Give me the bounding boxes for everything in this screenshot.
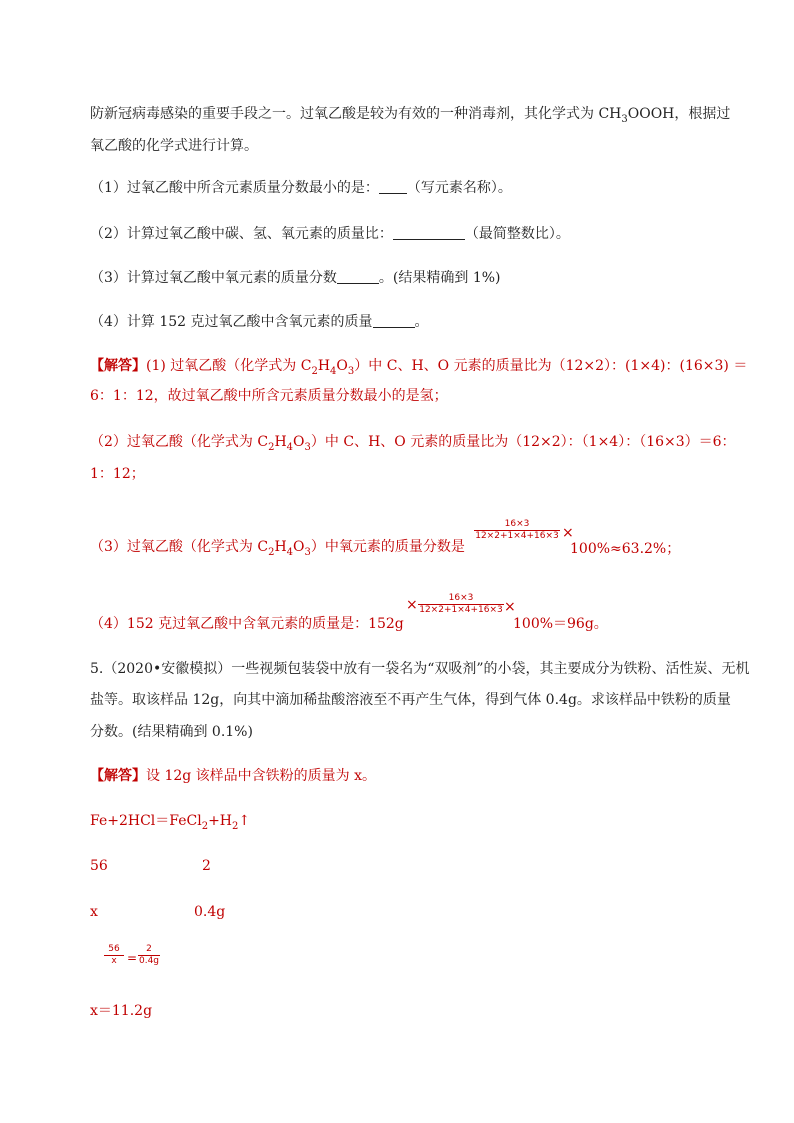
subscript: 4 [286, 441, 294, 453]
equation-text: ↑ [238, 813, 251, 829]
subscript: 2 [311, 365, 318, 377]
answer-text: 设 12g 该样品中含铁粉的质量为 x。 [146, 768, 377, 784]
multiply-sign: × [504, 599, 516, 615]
answer-text: H [317, 358, 331, 374]
question-2 [90, 224, 570, 244]
question-text: （3）计算过氧乙酸中氧元素的质量分数 [90, 270, 337, 286]
fraction-oxygen-share [474, 519, 560, 542]
equation-text: Fe+2HCl＝FeCl [90, 813, 202, 829]
answer-text: (1) 过氧乙酸（化学式为 C [146, 358, 312, 374]
fraction-numerator: 16×3 [504, 519, 530, 529]
question-text: （写元素名称）。 [406, 180, 512, 196]
answer-text: ）中 C、H、O 元素的质量比为（12×2）：(1×4)：(16×3) ＝ [354, 358, 748, 374]
question-text: 。(结果精确到 1%) [378, 270, 501, 286]
equation-text: +H [208, 813, 233, 829]
subscript: 2 [268, 546, 275, 558]
subscript: 2 [201, 820, 209, 832]
answer-tag: 【解答】 [90, 358, 146, 374]
fraction-oxygen-mass [418, 593, 504, 616]
answer-text: ）中氧元素的质量分数是 [310, 539, 465, 555]
answer-blank [373, 313, 415, 328]
question-text: （最简整数比）。 [464, 226, 570, 242]
answer-5-intro [90, 766, 376, 786]
subscript: 2 [232, 820, 239, 832]
subscript: 3 [347, 365, 355, 377]
problem-5-line-1: 5.（2020•安徽模拟）一些视频包装袋中放有一袋名为“双吸剂”的小袋，其主要成分为铁粉、活性炭、无机 [90, 661, 750, 677]
answer-blank [337, 269, 379, 284]
intro-text: 防新冠病毒感染的重要手段之一。过氧乙酸是较为有效的一种消毒剂，其化学式为 CH [90, 106, 622, 122]
answer-blank [393, 225, 465, 240]
answer-text: O [336, 358, 348, 374]
fraction-denominator: x [111, 956, 117, 966]
answer-2-line-2: 1：12； [90, 466, 145, 482]
question-3 [90, 268, 501, 288]
subscript: 3 [304, 546, 311, 558]
answer-text: H [274, 539, 287, 555]
answer-1-line-2: 6：1：12，故过氧乙酸中所含元素质量分数最小的是氢； [90, 388, 448, 404]
fraction-2-over-0-4g [138, 944, 160, 967]
answer-3-result: 100%≈63.2%； [570, 541, 681, 557]
multiply-sign: × [562, 525, 574, 541]
question-1 [90, 178, 512, 198]
equals-sign: = [127, 951, 138, 965]
question-text: （2）计算过氧乙酸中碳、氢、氧元素的质量比： [90, 226, 393, 242]
gas-mass: 0.4g [194, 904, 226, 920]
subscript: 2 [268, 441, 275, 453]
multiply-sign: × [406, 597, 418, 613]
fraction-56-over-x [104, 944, 124, 967]
answer-text: ）中 C、H、O 元素的质量比为（12×2）：（1×4）：（16×3）＝6： [310, 434, 736, 450]
answer-4-result: 100%＝96g。 [513, 616, 608, 632]
answer-3 [90, 537, 465, 557]
answer-text: O [293, 539, 305, 555]
answer-text: H [274, 434, 287, 450]
subscript: 4 [286, 546, 294, 558]
chemical-equation [90, 811, 250, 831]
answer-text: O [293, 434, 305, 450]
subscript: 4 [330, 365, 337, 377]
fraction-numerator: 2 [146, 944, 152, 954]
question-text: （4）计算 152 克过氧乙酸中含氧元素的质量 [90, 314, 373, 330]
fraction-numerator: 16×3 [448, 593, 474, 603]
answer-1-line-1 [90, 356, 747, 376]
question-text: 。 [414, 314, 429, 330]
fraction-numerator: 56 [108, 944, 120, 954]
problem-5-line-2: 盐等。取该样品 12g，向其中滴加稀盐酸溶液至不再产生气体，得到气体 0.4g。求该样品中铁粉的质量 [90, 692, 731, 708]
question-text: （1）过氧乙酸中所含元素质量分数最小的是： [90, 180, 379, 196]
fraction-denominator: 12×2+1×4+16×3 [475, 531, 559, 541]
answer-blank [379, 179, 407, 194]
answer-text: （2）过氧乙酸（化学式为 C [90, 434, 269, 450]
intro-text: OOOH，根据过 [627, 106, 731, 122]
subscript: 3 [621, 113, 628, 125]
molar-mass-h2: 2 [202, 858, 211, 874]
molar-mass-fe: 56 [90, 858, 108, 874]
fraction-denominator: 0.4g [138, 956, 160, 966]
intro-line-1 [90, 104, 730, 124]
answer-4: （4）152 克过氧乙酸中含氧元素的质量是：152g [90, 616, 404, 632]
problem-5-line-3: 分数。(结果精确到 0.1%) [90, 724, 253, 740]
subscript: 3 [304, 441, 311, 453]
fraction-denominator: 12×2+1×4+16×3 [419, 605, 503, 615]
unknown-x: x [90, 904, 98, 920]
question-4 [90, 312, 429, 332]
intro-line-2: 氧乙酸的化学式进行计算。 [90, 138, 258, 154]
answer-tag: 【解答】 [90, 768, 146, 784]
answer-text: （3）过氧乙酸（化学式为 C [90, 539, 269, 555]
result-x: x＝11.2g [90, 1003, 153, 1019]
answer-2-line-1 [90, 432, 736, 452]
